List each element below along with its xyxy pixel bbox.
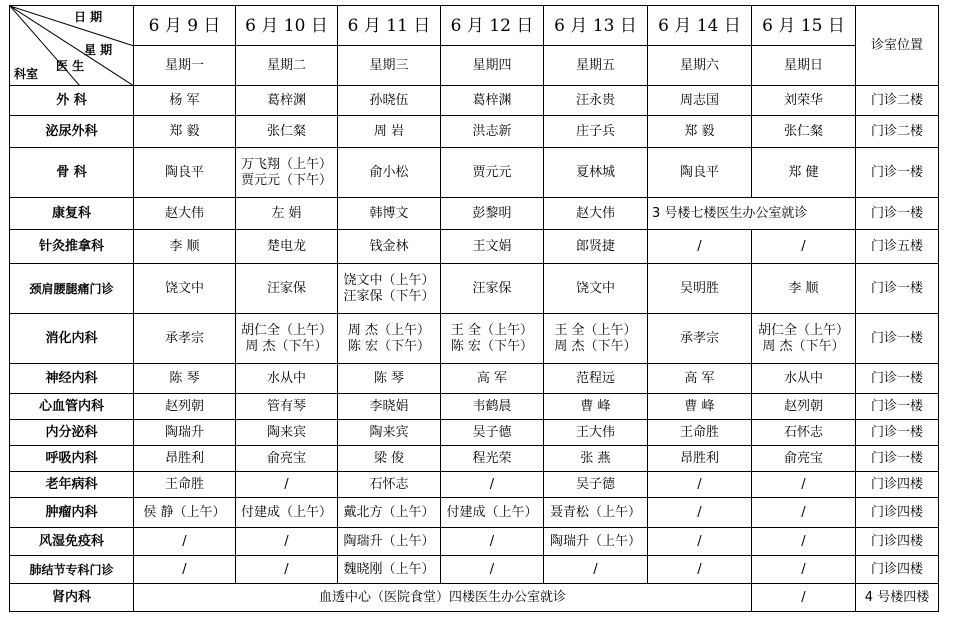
doctor-cell	[441, 86, 544, 116]
table-row	[10, 446, 939, 472]
doctor-name: 孙晓伍	[369, 92, 409, 108]
table-row	[10, 230, 939, 264]
doctor-cell	[338, 198, 441, 230]
doctor-cell	[236, 86, 338, 116]
doctor-cell	[648, 446, 752, 472]
doctor-name: 李 顺	[788, 280, 819, 296]
doctor-name: /	[697, 504, 702, 520]
doctor-name: 郑 健	[788, 164, 819, 180]
department-name: 肾内科	[10, 584, 134, 612]
doctor-cell	[134, 364, 236, 394]
doctor-name: 汪家保	[472, 280, 512, 296]
doctor-cell	[338, 528, 441, 556]
weekday-header: 星期六	[648, 46, 752, 86]
department-name: 呼吸内科	[10, 446, 134, 472]
doctor-name: 郑 毅	[169, 123, 200, 139]
table-row	[10, 472, 939, 498]
doctor-name: 郎贤捷	[575, 238, 615, 254]
department-name: 肺结节专科门诊	[10, 556, 134, 584]
doctor-cell	[236, 394, 338, 420]
weekday-header: 星期三	[338, 46, 441, 86]
doctor-cell	[441, 314, 544, 364]
doctor-name: 赵大伟	[164, 205, 204, 221]
doctor-name: 李 顺	[169, 238, 200, 254]
doctor-name: 杨 军	[169, 92, 200, 108]
doctor-name: 赵列朝	[164, 398, 204, 414]
department-name: 肿瘤内科	[10, 498, 134, 528]
doctor-cell	[134, 86, 236, 116]
doctor-cell	[134, 264, 236, 314]
department-name: 泌尿外科	[10, 116, 134, 148]
doctor-cell	[338, 446, 441, 472]
doctor-cell	[544, 198, 648, 230]
doctor-name: 高 军	[476, 370, 508, 386]
corner-doctor-label: 医 生	[56, 59, 85, 73]
doctor-name: /	[697, 533, 702, 549]
date-header: 6 月 12 日	[441, 6, 544, 46]
doctor-name: 周 杰（下午）	[554, 338, 637, 354]
doctor-cell	[648, 394, 752, 420]
doctor-cell	[752, 420, 856, 446]
doctor-cell	[236, 420, 338, 446]
doctor-name: 程光荣	[472, 450, 512, 466]
doctor-cell	[752, 394, 856, 420]
doctor-name: 付建成（上午）	[446, 504, 538, 520]
doctor-cell	[544, 556, 648, 584]
doctor-cell	[441, 394, 544, 420]
doctor-cell	[648, 264, 752, 314]
doctor-name: 陈 宏（下午）	[450, 338, 534, 354]
doctor-name: 昂胜利	[164, 450, 204, 466]
doctor-cell	[544, 116, 648, 148]
doctor-name: 吴子德	[575, 476, 615, 492]
doctor-cell	[648, 528, 752, 556]
doctor-cell	[752, 472, 856, 498]
doctor-name: 陈 宏（下午）	[347, 338, 431, 354]
department-name: 骨 科	[10, 148, 134, 198]
doctor-cell	[441, 148, 544, 198]
department-name: 针灸推拿科	[10, 230, 134, 264]
doctor-name: /	[182, 533, 187, 549]
doctor-cell	[648, 498, 752, 528]
doctor-name: /	[697, 238, 702, 254]
note-cell: 3 号楼七楼医生办公室就诊	[648, 198, 856, 230]
doctor-name: 胡仁全（上午）	[240, 322, 332, 338]
weekday-header: 星期五	[544, 46, 648, 86]
date-header: 6 月 13 日	[544, 6, 648, 46]
doctor-name: 饶文中（上午）	[343, 272, 435, 288]
doctor-cell	[338, 498, 441, 528]
table-row	[10, 364, 939, 394]
doctor-cell	[236, 528, 338, 556]
department-name: 风湿免疫科	[10, 528, 134, 556]
doctor-name: 魏晓刚（上午）	[343, 561, 435, 577]
table-row	[10, 116, 939, 148]
doctor-cell	[544, 420, 648, 446]
doctor-name: 饶文中	[164, 280, 204, 296]
doctor-cell	[338, 556, 441, 584]
doctor-name: /	[697, 476, 702, 492]
doctor-name: /	[182, 561, 187, 577]
doctor-cell	[236, 148, 338, 198]
doctor-name: 胡仁全（上午）	[757, 322, 849, 338]
doctor-name: 郑 毅	[684, 123, 715, 139]
doctor-cell	[236, 556, 338, 584]
schedule-body	[10, 6, 939, 612]
doctor-name: 承孝宗	[679, 330, 719, 346]
department-name: 心血管内科	[10, 394, 134, 420]
doctor-name: 梁 俊	[373, 450, 405, 466]
doctor-cell	[236, 264, 338, 314]
doctor-name: 水从中	[266, 370, 306, 386]
clinic-location: 门诊一楼	[856, 148, 939, 198]
doctor-name: 庄子兵	[575, 123, 615, 139]
doctor-cell	[134, 420, 236, 446]
clinic-location: 门诊一楼	[856, 264, 939, 314]
doctor-name: 贾元元	[472, 164, 512, 180]
department-name: 外 科	[10, 86, 134, 116]
doctor-name: 周 杰（下午）	[762, 338, 845, 354]
doctor-cell	[236, 198, 338, 230]
doctor-cell	[544, 394, 648, 420]
doctor-cell	[544, 528, 648, 556]
weekday-header: 星期日	[752, 46, 856, 86]
doctor-name: 葛梓渊	[472, 92, 512, 108]
doctor-cell	[752, 446, 856, 472]
doctor-cell	[134, 314, 236, 364]
doctor-cell	[441, 556, 544, 584]
doctor-cell	[544, 264, 648, 314]
doctor-cell	[752, 556, 856, 584]
doctor-name: /	[489, 561, 495, 577]
doctor-name: 戴北方（上午）	[343, 504, 435, 520]
doctor-cell	[752, 86, 856, 116]
doctor-cell	[134, 394, 236, 420]
doctor-name: 范程远	[575, 370, 615, 386]
clinic-location: 门诊一楼	[856, 420, 939, 446]
doctor-name: /	[801, 476, 806, 492]
doctor-cell	[338, 394, 441, 420]
table-row	[10, 198, 939, 230]
doctor-cell	[338, 364, 441, 394]
doctor-cell	[236, 472, 338, 498]
doctor-cell	[441, 198, 544, 230]
doctor-cell	[648, 314, 752, 364]
doctor-name: /	[284, 533, 289, 549]
note-cell: 血透中心（医院食堂）四楼医生办公室就诊	[134, 584, 752, 612]
doctor-name: 俞小松	[369, 164, 409, 180]
doctor-name: /	[489, 476, 495, 492]
table-row	[10, 498, 939, 528]
doctor-cell	[648, 472, 752, 498]
doctor-name: 吴子德	[472, 424, 512, 440]
doctor-cell	[134, 116, 236, 148]
doctor-name: 曹 峰	[580, 398, 611, 414]
doctor-name: 王大伟	[575, 424, 615, 440]
doctor-name: 饶文中	[575, 280, 615, 296]
doctor-cell	[544, 364, 648, 394]
clinic-location: 门诊一楼	[856, 364, 939, 394]
doctor-name: 陶良平	[164, 164, 204, 180]
doctor-name: 钱金林	[369, 238, 409, 254]
doctor-name: 汪家保（下午）	[343, 288, 435, 304]
doctor-name: 陶瑞升（上午）	[549, 533, 641, 549]
doctor-cell	[441, 264, 544, 314]
doctor-cell	[441, 528, 544, 556]
clinic-location: 门诊二楼	[856, 86, 939, 116]
doctor-cell	[648, 148, 752, 198]
doctor-cell	[441, 498, 544, 528]
doctor-cell	[441, 116, 544, 148]
doctor-cell	[544, 148, 648, 198]
doctor-cell	[648, 420, 752, 446]
date-header: 6 月 14 日	[648, 6, 752, 46]
doctor-cell	[752, 364, 856, 394]
doctor-name: /	[593, 561, 598, 577]
duty-schedule-table	[9, 5, 939, 612]
clinic-location: 门诊一楼	[856, 198, 939, 230]
doctor-cell	[236, 364, 338, 394]
doctor-cell: /	[752, 584, 856, 612]
doctor-name: 陶良平	[679, 164, 719, 180]
doctor-name: 吴明胜	[679, 280, 719, 296]
department-name: 康复科	[10, 198, 134, 230]
doctor-cell	[134, 556, 236, 584]
doctor-cell	[338, 314, 441, 364]
clinic-location: 门诊一楼	[856, 394, 939, 420]
doctor-name: 陈 琴	[373, 370, 405, 386]
date-header: 6 月 11 日	[338, 6, 441, 46]
doctor-cell	[338, 264, 441, 314]
doctor-cell	[544, 86, 648, 116]
doctor-cell	[338, 472, 441, 498]
doctor-cell	[544, 498, 648, 528]
department-name: 颈肩腰腿痛门诊	[10, 264, 134, 314]
doctor-name: 王文娟	[472, 238, 512, 254]
doctor-cell	[338, 148, 441, 198]
doctor-name: 周 杰（上午）	[347, 322, 431, 338]
doctor-cell	[338, 86, 441, 116]
doctor-name: 陶瑞升（上午）	[343, 533, 435, 549]
doctor-cell	[648, 230, 752, 264]
doctor-name: /	[697, 561, 702, 577]
doctor-name: 左 娟	[271, 205, 302, 221]
doctor-name: 赵列朝	[783, 398, 823, 414]
doctor-cell	[441, 446, 544, 472]
weekday-header: 星期二	[236, 46, 338, 86]
doctor-name: 张 燕	[580, 450, 611, 466]
doctor-name: /	[284, 476, 289, 492]
doctor-cell	[441, 364, 544, 394]
doctor-cell	[752, 498, 856, 528]
department-name: 消化内科	[10, 314, 134, 364]
doctor-name: 赵大伟	[575, 205, 615, 221]
doctor-cell	[236, 116, 338, 148]
doctor-name: 管有琴	[266, 398, 306, 414]
doctor-cell	[752, 230, 856, 264]
table-row	[10, 86, 939, 116]
doctor-cell	[134, 498, 236, 528]
doctor-cell	[134, 446, 236, 472]
doctor-cell	[134, 230, 236, 264]
doctor-name: 陶瑞升	[164, 424, 204, 440]
doctor-cell	[648, 556, 752, 584]
clinic-location: 门诊四楼	[856, 528, 939, 556]
header-corner-cell	[10, 6, 134, 86]
doctor-name: 陈 琴	[169, 370, 200, 386]
doctor-name: 侯 静（上午）	[143, 504, 226, 520]
doctor-name: 高 军	[684, 370, 715, 386]
doctor-name: 周 杰（下午）	[245, 338, 328, 354]
clinic-location: 4 号楼四楼	[856, 584, 939, 612]
table-row	[10, 584, 939, 612]
doctor-cell	[441, 230, 544, 264]
location-header: 诊室位置	[856, 6, 939, 86]
doctor-cell	[134, 148, 236, 198]
doctor-name: 贾元元（下午）	[240, 172, 332, 188]
doctor-name: 俞亮宝	[266, 450, 306, 466]
doctor-cell	[441, 472, 544, 498]
doctor-cell	[134, 198, 236, 230]
doctor-name: 韦鹤晨	[472, 398, 512, 414]
doctor-cell	[544, 446, 648, 472]
doctor-name: 张仁粲	[266, 123, 306, 139]
doctor-cell	[544, 230, 648, 264]
doctor-cell	[236, 314, 338, 364]
doctor-cell	[544, 472, 648, 498]
doctor-cell	[648, 86, 752, 116]
doctor-cell	[236, 446, 338, 472]
corner-dept-label: 科室	[14, 67, 39, 81]
date-header: 6 月 15 日	[752, 6, 856, 46]
doctor-name: /	[801, 238, 806, 254]
doctor-cell	[236, 230, 338, 264]
clinic-location: 门诊五楼	[856, 230, 939, 264]
doctor-name: /	[284, 561, 289, 577]
doctor-name: 石怀志	[369, 476, 409, 492]
doctor-name: 曹 峰	[684, 398, 715, 414]
doctor-cell	[134, 472, 236, 498]
weekday-header: 星期一	[134, 46, 236, 86]
doctor-name: /	[801, 561, 806, 577]
clinic-location: 门诊四楼	[856, 556, 939, 584]
doctor-name: 洪志新	[472, 123, 512, 139]
doctor-name: 楚电龙	[266, 238, 306, 254]
doctor-name: 王命胜	[679, 424, 719, 440]
doctor-cell	[752, 116, 856, 148]
table-row	[10, 314, 939, 364]
doctor-name: /	[801, 533, 806, 549]
corner-date-label: 日 期	[74, 10, 103, 24]
department-name: 神经内科	[10, 364, 134, 394]
table-row	[10, 556, 939, 584]
doctor-name: 夏林城	[575, 164, 615, 180]
doctor-name: 周 岩	[373, 123, 405, 139]
doctor-name: 王命胜	[164, 476, 204, 492]
doctor-cell	[338, 116, 441, 148]
date-header: 6 月 10 日	[236, 6, 338, 46]
doctor-name: 聂青松（上午）	[549, 504, 641, 520]
doctor-name: 汪永贵	[575, 92, 615, 108]
table-row	[10, 420, 939, 446]
doctor-name: /	[801, 504, 806, 520]
doctor-cell	[648, 116, 752, 148]
table-row	[10, 148, 939, 198]
doctor-cell	[648, 364, 752, 394]
doctor-name: 石怀志	[783, 424, 823, 440]
table-row	[10, 528, 939, 556]
doctor-name: 李晓娟	[369, 398, 409, 414]
doctor-name: /	[489, 533, 495, 549]
doctor-name: 王 全（上午）	[554, 322, 637, 338]
doctor-name: 昂胜利	[679, 450, 719, 466]
doctor-name: 韩博文	[369, 205, 409, 221]
doctor-cell	[752, 314, 856, 364]
date-header: 6 月 9 日	[134, 6, 236, 46]
doctor-name: 刘荣华	[783, 92, 823, 108]
doctor-cell	[544, 314, 648, 364]
doctor-cell	[338, 420, 441, 446]
doctor-name: 周志国	[679, 92, 719, 108]
weekday-header: 星期四	[441, 46, 544, 86]
doctor-cell	[338, 230, 441, 264]
clinic-location: 门诊一楼	[856, 446, 939, 472]
doctor-name: 俞亮宝	[783, 450, 823, 466]
doctor-cell	[441, 420, 544, 446]
doctor-cell	[752, 148, 856, 198]
doctor-cell	[134, 528, 236, 556]
doctor-cell	[752, 528, 856, 556]
clinic-location: 门诊一楼	[856, 314, 939, 364]
doctor-cell	[236, 498, 338, 528]
corner-weekday-label: 星 期	[84, 43, 113, 57]
doctor-name: 陶来宾	[266, 424, 306, 440]
doctor-name: 张仁粲	[783, 123, 823, 139]
doctor-name: 付建成（上午）	[240, 504, 332, 520]
department-name: 老年病科	[10, 472, 134, 498]
department-name: 内分泌科	[10, 420, 134, 446]
doctor-name: 万飞翔（上午）	[240, 156, 332, 172]
table-row	[10, 394, 939, 420]
clinic-location: 门诊四楼	[856, 498, 939, 528]
clinic-location: 门诊二楼	[856, 116, 939, 148]
doctor-name: 汪家保	[266, 280, 306, 296]
doctor-name: 王 全（上午）	[450, 322, 534, 338]
doctor-name: 陶来宾	[369, 424, 409, 440]
table-row	[10, 264, 939, 314]
doctor-name: 葛梓渊	[266, 92, 306, 108]
doctor-name: 彭黎明	[472, 205, 512, 221]
clinic-location: 门诊四楼	[856, 472, 939, 498]
doctor-cell	[752, 264, 856, 314]
doctor-name: 承孝宗	[164, 330, 204, 346]
doctor-name: 水从中	[783, 370, 823, 386]
